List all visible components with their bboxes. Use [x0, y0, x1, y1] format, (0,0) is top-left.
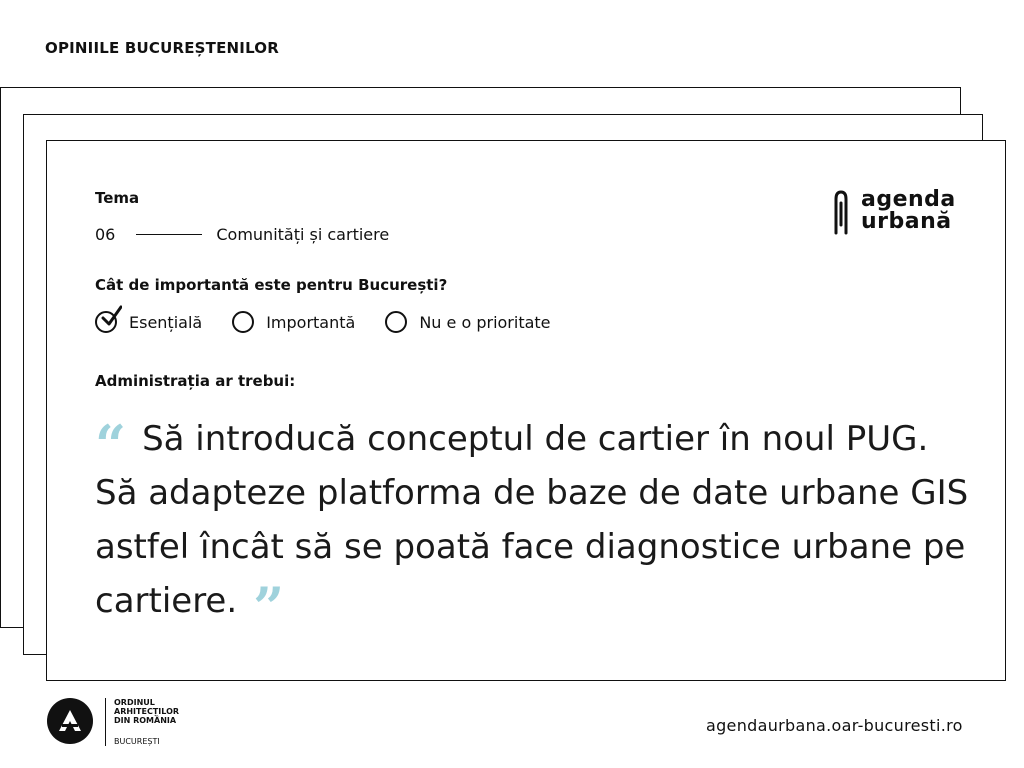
- radio-unchecked[interactable]: [385, 311, 407, 333]
- logo-line-2: urbană: [861, 209, 952, 234]
- footer-url[interactable]: agendaurbana.oar-bucuresti.ro: [706, 716, 963, 735]
- quote-text: Să introducă conceptul de cartier în noul PUG. Să adapteze platforma de baze de date urbane GIS astfel încât să se poată face diagnostice urbane pe cartiere.: [95, 419, 969, 621]
- oar-line-3: DIN ROMÂNIA: [114, 716, 177, 725]
- topic-label: Tema: [95, 189, 140, 207]
- oar-city: BUCUREȘTI: [114, 737, 160, 746]
- page-header: OPINIILE BUCUREȘTENILOR: [45, 39, 280, 57]
- oar-text: [105, 698, 179, 746]
- oar-arrow-icon: [56, 707, 84, 735]
- opinion-quote: [95, 412, 975, 639]
- oar-line-2: ARHITECȚILOR: [114, 707, 180, 716]
- radio-unchecked[interactable]: [232, 311, 254, 333]
- paperclip-icon: [829, 189, 851, 237]
- logo-line-1: agenda: [861, 187, 956, 212]
- close-quote-icon: ”: [253, 575, 285, 639]
- opinion-card: [46, 140, 1006, 681]
- topic-divider: [136, 234, 202, 236]
- option-esentiala[interactable]: [95, 311, 202, 333]
- option-nu-e-prioritate[interactable]: [385, 311, 550, 333]
- topic-row: [95, 225, 389, 244]
- oar-line-1: ORDINUL: [114, 698, 155, 707]
- agenda-urbana-logo: [829, 189, 956, 237]
- option-label: Esențială: [129, 312, 203, 332]
- option-label: Nu e o prioritate: [419, 312, 551, 332]
- open-quote-icon: “: [95, 413, 127, 477]
- importance-question: Cât de importantă este pentru București?: [95, 276, 448, 294]
- option-label: Importantă: [266, 312, 356, 332]
- admin-label: Administrația ar trebui:: [95, 372, 296, 390]
- oar-circle: [47, 698, 93, 744]
- radio-checked[interactable]: [95, 311, 117, 333]
- topic-number: 06: [95, 225, 116, 244]
- check-icon: [100, 305, 122, 327]
- topic-name: Comunități și cartiere: [216, 225, 390, 244]
- oar-logo: [47, 698, 179, 746]
- importance-options: [95, 311, 581, 333]
- option-importanta[interactable]: [232, 311, 355, 333]
